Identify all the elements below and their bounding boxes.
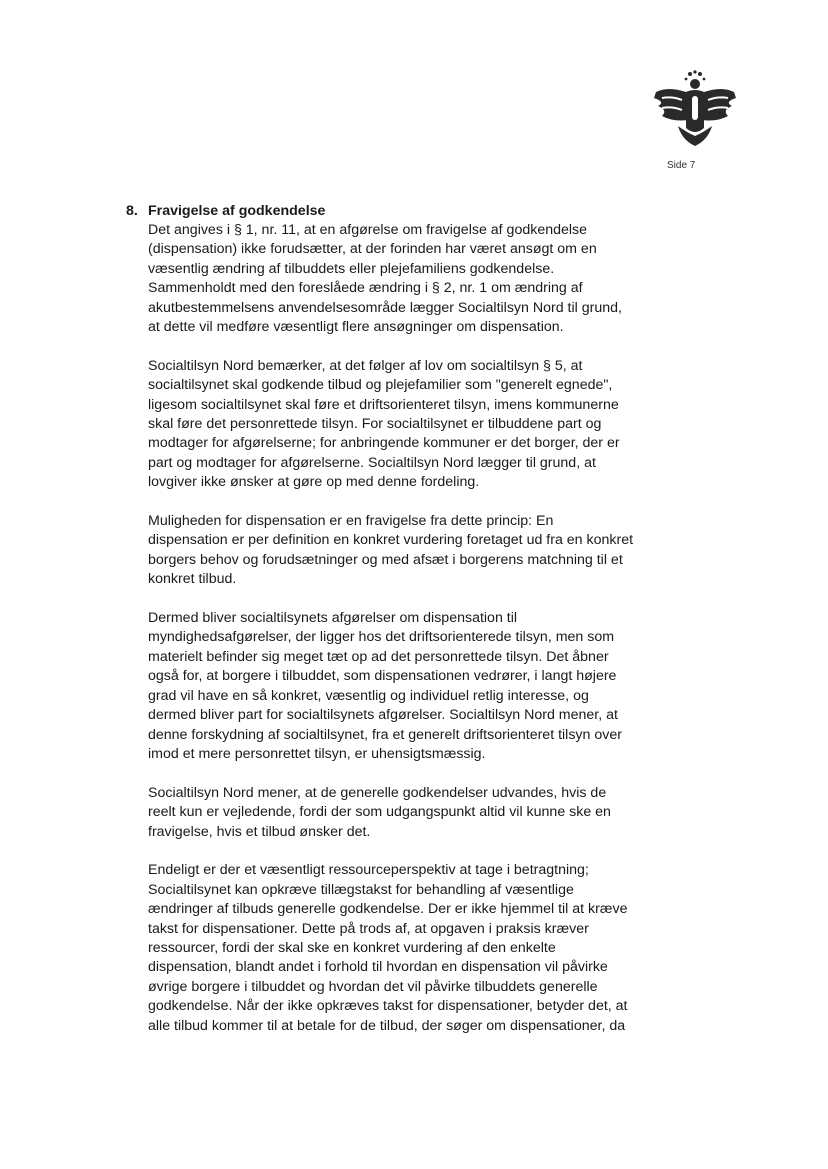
regional-crest-icon bbox=[648, 70, 738, 150]
paragraph-3: Muligheden for dispensation er en fravigelse fra dette princip: En dispensation er per definition en konkret vurdering foretaget ud fra en konkret borgers behov og forudsætninger og med afsæt i borgerens matchning til et konkret tilbud. bbox=[148, 513, 634, 588]
paragraph-4: Dermed bliver socialtilsynets afgørelser om dispensation til myndighedsafgørelser, der ligger hos det driftsorienterede tilsyn, men som materielt befinder sig meget tæt op ad det personrettede tilsyn. Det åbner også for, at borgere i tilbuddet, som dispensationen vedrører, i langt højere grad vil have en så konkret, væsentlig og individuel retlig interesse, og dermed bliver part for socialtilsynets afgørelser. Socialtilsyn Nord mener, at denne forskydning af socialtilsynet, fra et generelt driftsorienteret tilsyn over imod et mere personrettet tilsyn, er uhensigtsmæssig. bbox=[148, 610, 622, 762]
section-number: 8. bbox=[126, 203, 138, 219]
paragraph-5: Socialtilsyn Nord mener, at de generelle godkendelser udvandes, hvis de reelt kun er vejledende, fordi der som udgangspunkt altid vil kunne ske en fravigelse, hvis et tilbud ønsker det. bbox=[148, 784, 611, 840]
paragraph-1: Det angives i § 1, nr. 11, at en afgørelse om fravigelse af godkendelse (dispensation) ikke forudsætter, at der forinden har været ansøgt om en væsentlig ændring af tilbuddets eller plejefamiliens godkendelse. Sammenholdt med den foreslåede ændring i § 2, nr. 1 om ændring af akutbestemmelsens anvendelsesområde lægger Socialtilsyn Nord til grund, at dette vil medføre væsentligt flere ansøgninger om dispensation. bbox=[148, 222, 622, 336]
paragraph-2: Socialtilsyn Nord bemærker, at det følger af lov om socialtilsyn § 5, at socialtilsynet skal godkende tilbud og plejefamilier som "generelt egnede", ligesom socialtilsynet skal føre et driftsorienteret tilsyn, imens kommunerne skal føre det personrettede tilsyn. For socialtilsynet er tilbuddene part og modtager for afgørelserne; for anbringende kommuner er det borger, der er part og modtager for afgørelserne. Socialtilsyn Nord lægger til grund, at lovgiver ikke ønsker at gøre op med denne fordeling. bbox=[148, 357, 620, 491]
section-heading bbox=[126, 202, 666, 221]
paragraph-6: Endeligt er der et væsentligt ressourceperspektiv at tage i betragtning; Socialtilsynet kan opkræve tillægstakst for behandling af væsentlige ændringer af tilbuds generelle godkendelse. Der er ikke hjemmel til at kræve takst for dispensationer. Dette på trods af, at opgaven i praksis kræver ressourcer, fordi der skal ske en konkret vurdering af den enkelte dispensation, blandt andet i forhold til hvordan en dispensation vil påvirke øvrige borgere i tilbuddet og hvordan det vil påvirke tilbuddets generelle godkendelse. Når der ikke opkræves takst for dispensationer, betyder det, at alle tilbud kommer til at betale for de tilbud, der søger om dispensationer, da bbox=[148, 862, 628, 1034]
section-8 bbox=[126, 202, 666, 1036]
section-title: Fravigelse af godkendelse bbox=[148, 203, 326, 219]
page-number: Side 7 bbox=[667, 160, 696, 171]
